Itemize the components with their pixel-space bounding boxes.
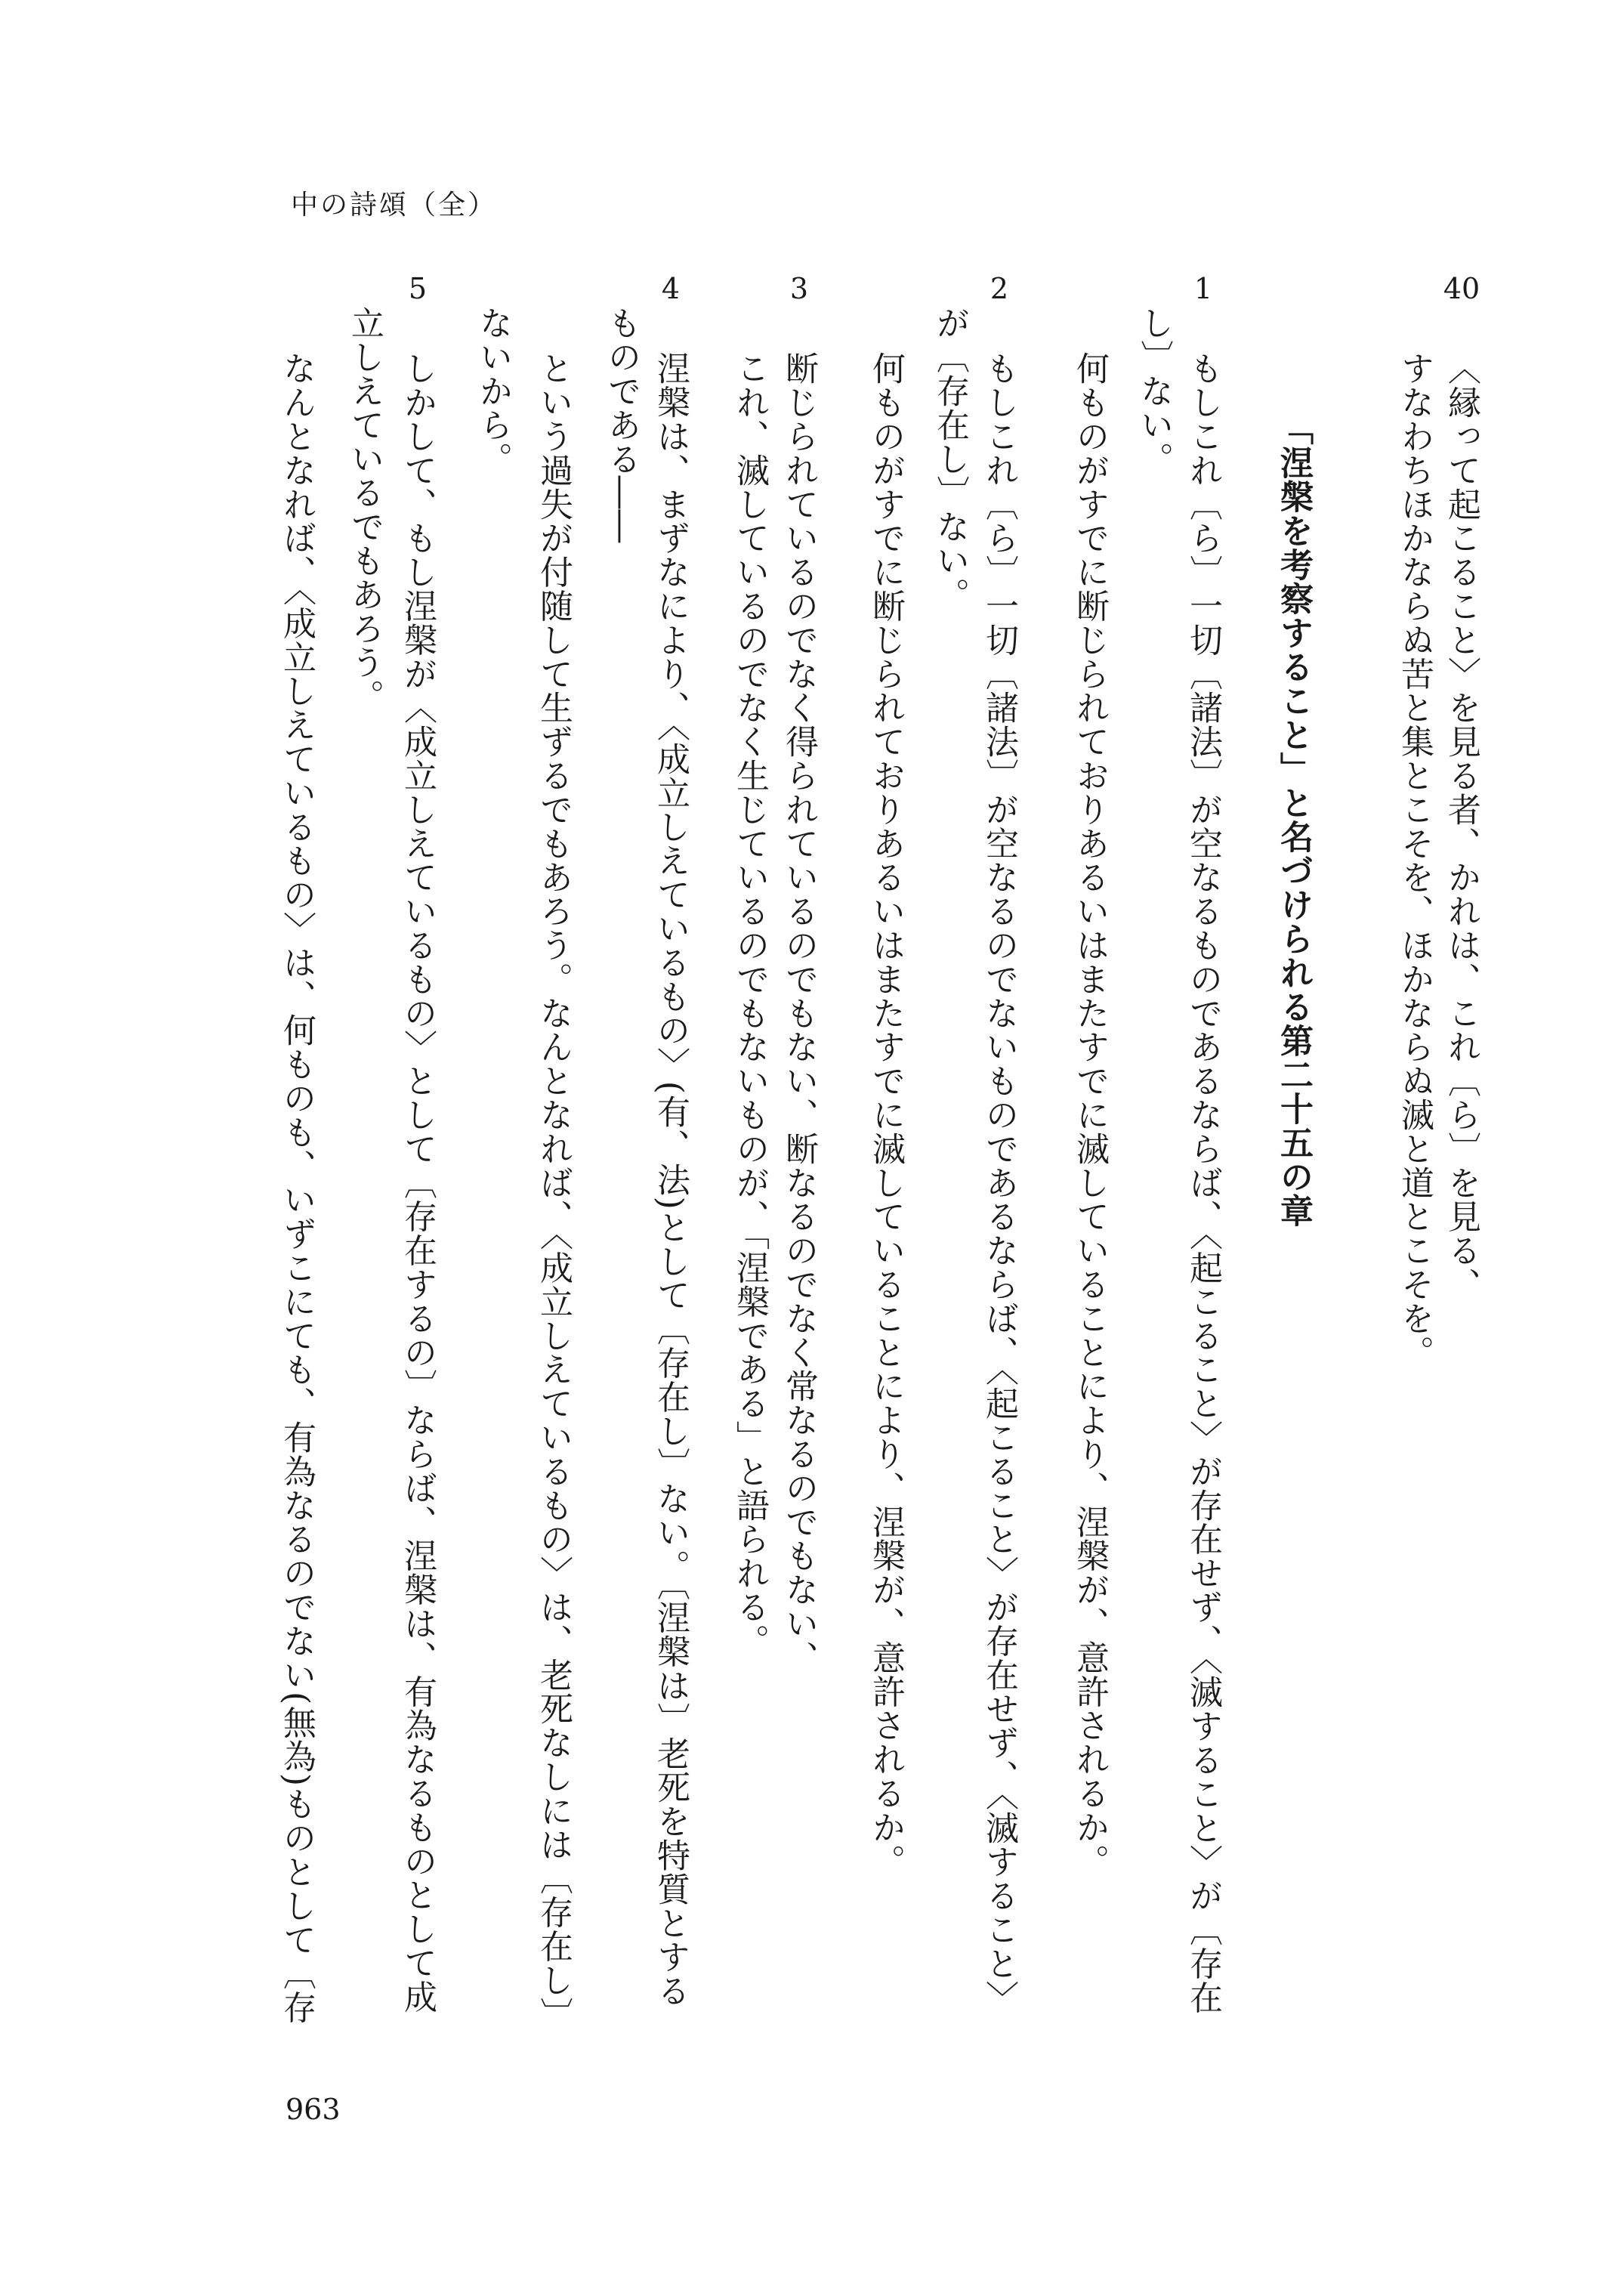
verse-number-40: 40 — [1443, 272, 1480, 305]
verse-5-line-2: 立しえているでもあろう。 — [345, 306, 384, 713]
verse-2-line-2: が〔存在し〕ない。 — [931, 306, 969, 612]
verse-1-line-1: もしこれ〔ら〕一切〔諸法〕が空なるものであるならば、〈起こること〉が存在せず、〈滅すること〉が〔存在 — [1184, 351, 1222, 2014]
verse-3-line-1: 断じられているのでなく得られているのでもない、断なるのでなく常なるのでもない、 — [780, 351, 818, 1675]
verse-3-line-2: これ、滅しているのでなく生じているのでもないものが、「涅槃である」と語られる。 — [730, 351, 769, 1658]
verse-number-3: 3 — [789, 272, 809, 305]
verse-number-4: 4 — [661, 272, 681, 305]
verse-1-line-3: 何ものがすでに断じられておりあるいはまたすでに滅していることにより、涅槃が、意許されるか。 — [1070, 351, 1109, 1878]
verse-2-line-1: もしこれ〔ら〕一切〔諸法〕が空なるのでないものであるならば、〈起こること〉が存在せず、〈滅すること〉 — [980, 351, 1018, 2014]
page-number: 963 — [286, 2093, 341, 2126]
verse-4-line-1: 涅槃は、まずなにより、〈成立しえているもの〉(有、法)として〔存在し〕ない。〔涅槃は〕老死を特質とする — [651, 351, 690, 2008]
verse-4-line-4: ないから。 — [474, 306, 512, 476]
verse-5-line-3: なんとなれば、〈成立しえているもの〉は、何ものも、いずこにても、有為なるのでない(無為)ものとして〔存 — [277, 351, 316, 2025]
verse-2-line-3: 何ものがすでに断じられておりあるいはまたすでに滅していることにより、涅槃が、意許されるか。 — [866, 351, 905, 1878]
verse-5-line-1: しかして、もし涅槃が〈成立しえているもの〉として〔存在するの〕ならば、涅槃は、有為なるものとして成 — [398, 351, 437, 2014]
verse-number-1: 1 — [1193, 272, 1213, 305]
running-head: 中の詩頌（全） — [291, 190, 498, 221]
verse-4-line-2: ものである―― — [602, 306, 641, 544]
verse-1-line-2: し〕ない。 — [1135, 306, 1173, 476]
verse-number-5: 5 — [408, 272, 428, 305]
chapter-heading: 「涅槃を考察すること」と名づけられる第二十五の章 — [1274, 412, 1313, 1228]
verse-40-line-1: 〈縁って起こること〉を見る者、かれは、これ〔ら〕を見る、 — [1442, 351, 1480, 1302]
verse-40-line-2: すなわちほかならぬ苦と集とこそを、ほかならぬ滅と道とこそを。 — [1395, 351, 1434, 1369]
verse-4-line-3: という過失が付随して生ずるでもあろう。なんとなれば、〈成立しえているもの〉は、老死なしには〔存在し〕 — [534, 351, 573, 2031]
verse-number-2: 2 — [990, 272, 1009, 305]
